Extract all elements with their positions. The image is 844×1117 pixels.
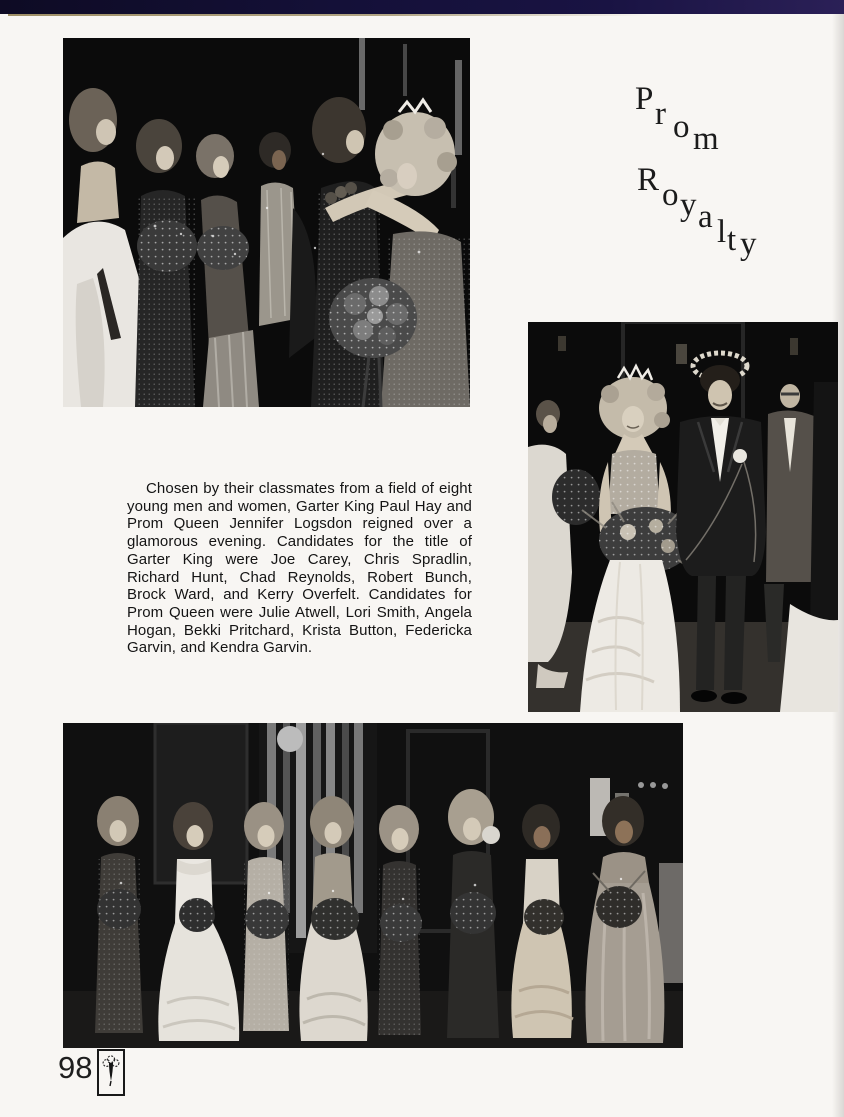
title-letter: y	[740, 226, 757, 262]
title-letter: R	[637, 162, 660, 198]
photo-king-and-queen	[528, 322, 838, 712]
photo-king-and-queen-image	[528, 322, 838, 712]
title-letter: m	[693, 121, 719, 157]
title-letter: t	[727, 222, 737, 258]
title-letter: o	[673, 109, 690, 145]
title-letter: P	[635, 81, 654, 117]
binding-strip-top	[0, 0, 844, 14]
photo-prom-greeting	[63, 38, 470, 407]
cotton-boll-logo	[97, 1049, 125, 1096]
binding-accent-line	[8, 14, 648, 16]
photo-prom-greeting-image	[63, 38, 470, 407]
page-number: 98	[58, 1050, 93, 1085]
article-text: Chosen by their classmates from a field of eight young men and women, Garter King Paul Hay and Prom Queen Jennifer Logsdon reigned over a glamorous evening. Candidates for the title of Garter King were Joe Carey, Chris Spradlin, Richard Hunt, Chad Reynolds, Robert Bunch, Brock Ward, and Kerry Overfelt. Candidates for Prom Queen were Julie Atwell, Lori Smith, Angela Hogan, Bekki Pritchard, Krista Button, Federicka Garvin, and Kendra Garvin.	[127, 480, 472, 657]
cotton-boll-icon	[101, 1054, 121, 1091]
title-letter: y	[680, 187, 697, 223]
photo-queen-candidates	[63, 723, 683, 1048]
title-letter: o	[662, 177, 679, 213]
title-letter: l	[717, 214, 727, 250]
title-letter: a	[698, 199, 713, 235]
title-letter: r	[655, 96, 666, 132]
photo-queen-candidates-image	[63, 723, 683, 1048]
